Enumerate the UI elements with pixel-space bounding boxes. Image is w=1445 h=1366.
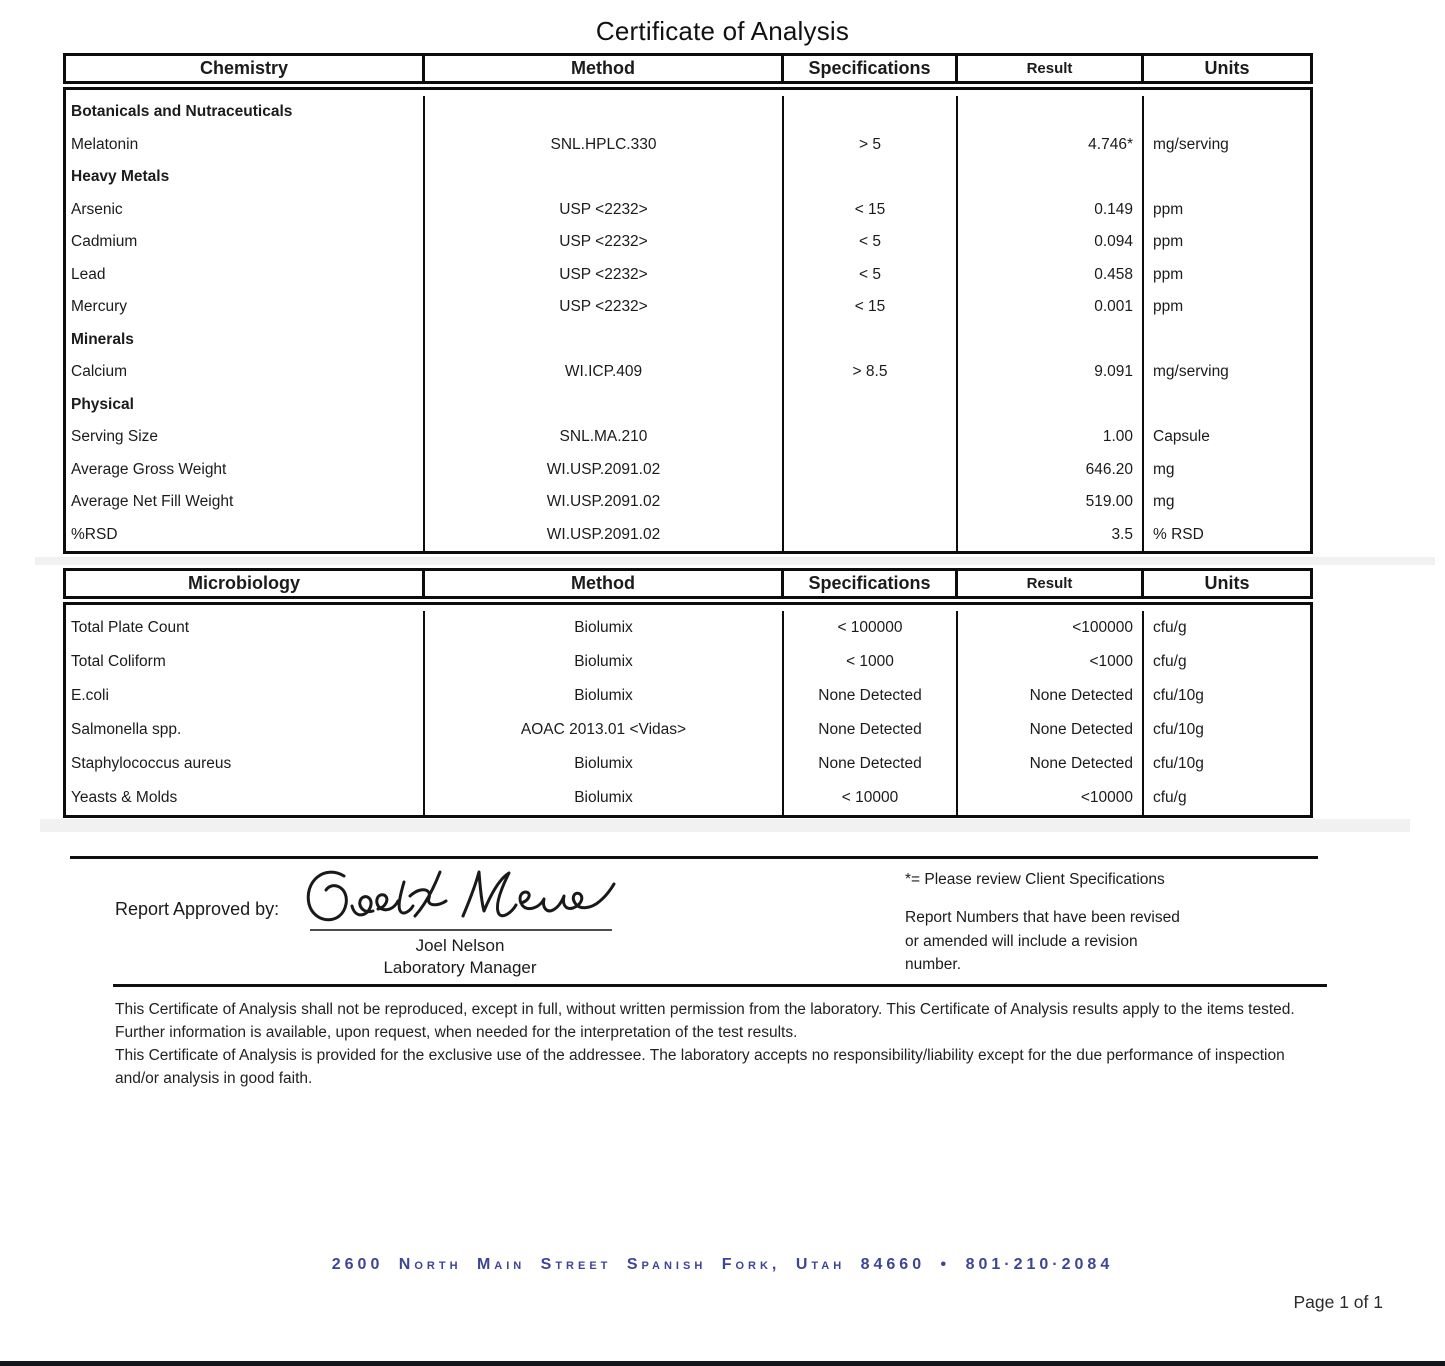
result-cell: None Detected xyxy=(958,679,1144,713)
result-cell: <1000 xyxy=(958,645,1144,679)
method-cell: SNL.HPLC.330 xyxy=(425,129,784,162)
analyte-cell: E.coli xyxy=(66,679,425,713)
divider-rule-bottom xyxy=(113,984,1327,987)
page-bottom-edge xyxy=(0,1361,1445,1366)
result-cell: 646.20 xyxy=(958,454,1144,487)
analyte-cell: Botanicals and Nutraceuticals xyxy=(66,96,425,129)
result-cell: 1.00 xyxy=(958,421,1144,454)
approver-name: Joel Nelson xyxy=(415,936,505,955)
category-row xyxy=(66,161,1310,194)
units-cell: cfu/g xyxy=(1153,619,1187,636)
analyte-cell: Cadmium xyxy=(66,226,425,259)
analyte-cell: Average Net Fill Weight xyxy=(66,486,425,519)
method-cell: AOAC 2013.01 <Vidas> xyxy=(425,713,784,747)
spec-cell: > 8.5 xyxy=(784,356,958,389)
disclaimer-block xyxy=(115,998,1297,1090)
chemistry-table-header xyxy=(63,53,1313,84)
units-cell: cfu/10g xyxy=(1153,687,1204,704)
column-header-method: Method xyxy=(425,571,784,596)
units-cell: Capsule xyxy=(1153,428,1210,446)
spec-cell xyxy=(784,161,958,194)
result-cell xyxy=(958,96,1144,129)
category-row xyxy=(66,389,1310,422)
method-cell: WI.ICP.409 xyxy=(425,356,784,389)
signature-line xyxy=(310,929,612,931)
method-cell: WI.USP.2091.02 xyxy=(425,486,784,519)
result-row xyxy=(66,291,1310,324)
result-row xyxy=(66,486,1310,519)
disclaimer-paragraph-2: This Certificate of Analysis is provided for the exclusive use of the addressee. The laboratory accepts no responsibility/liability except for the due performance of inspection and/or analysis in good faith. xyxy=(115,1047,1285,1087)
result-cell: 0.458 xyxy=(958,259,1144,292)
analyte-cell: Melatonin xyxy=(66,129,425,162)
spec-cell: < 100000 xyxy=(784,611,958,645)
result-cell: 519.00 xyxy=(958,486,1144,519)
spec-cell: None Detected xyxy=(784,679,958,713)
result-cell: 4.746* xyxy=(958,129,1144,162)
result-cell xyxy=(958,324,1144,357)
column-header-chemistry: Chemistry xyxy=(66,56,425,81)
result-row xyxy=(66,356,1310,389)
analyte-cell: Average Gross Weight xyxy=(66,454,425,487)
microbiology-table-header xyxy=(63,568,1313,599)
result-cell: 0.094 xyxy=(958,226,1144,259)
result-cell: <100000 xyxy=(958,611,1144,645)
result-row xyxy=(66,454,1310,487)
analyte-cell: Calcium xyxy=(66,356,425,389)
result-row xyxy=(66,421,1310,454)
column-header-specifications: Specifications xyxy=(784,571,958,596)
result-row xyxy=(66,747,1310,781)
analyte-cell: Heavy Metals xyxy=(66,161,425,194)
units-cell: ppm xyxy=(1153,233,1184,251)
spec-cell xyxy=(784,389,958,422)
units-cell: cfu/g xyxy=(1153,653,1187,670)
result-row xyxy=(66,519,1310,552)
spec-cell: < 5 xyxy=(784,259,958,292)
analyte-cell: Physical xyxy=(66,389,425,422)
analyte-cell: Salmonella spp. xyxy=(66,713,425,747)
units-cell xyxy=(1144,161,1310,194)
approver-title: Laboratory Manager xyxy=(383,958,537,977)
method-cell: Biolumix xyxy=(425,645,784,679)
result-row xyxy=(66,129,1310,162)
spec-cell xyxy=(784,486,958,519)
units-cell: cfu/10g xyxy=(1153,755,1204,772)
result-row xyxy=(66,781,1310,815)
column-header-units: Units xyxy=(1204,58,1250,78)
method-cell: WI.USP.2091.02 xyxy=(425,519,784,552)
table-shadow-band xyxy=(40,819,1410,832)
units-cell: mg xyxy=(1153,460,1175,478)
result-cell: None Detected xyxy=(958,713,1144,747)
method-cell: USP <2232> xyxy=(425,259,784,292)
category-row xyxy=(66,96,1310,129)
result-cell: None Detected xyxy=(958,747,1144,781)
spec-cell: < 10000 xyxy=(784,781,958,815)
spec-cell xyxy=(784,324,958,357)
analyte-cell: Minerals xyxy=(66,324,425,357)
units-cell: mg/serving xyxy=(1153,135,1229,153)
units-cell: ppm xyxy=(1153,265,1184,283)
method-cell: WI.USP.2091.02 xyxy=(425,454,784,487)
lab-address: 2600 North Main Street Spanish Fork, Utah 84660 • 801·210·2084 xyxy=(331,1256,1114,1273)
units-cell: ppm xyxy=(1153,298,1184,316)
method-cell: Biolumix xyxy=(425,781,784,815)
method-cell xyxy=(425,324,784,357)
analyte-cell: Arsenic xyxy=(66,194,425,227)
analyte-cell: Lead xyxy=(66,259,425,292)
units-cell xyxy=(1144,324,1310,357)
method-cell: Biolumix xyxy=(425,747,784,781)
method-cell xyxy=(425,161,784,194)
method-cell: USP <2232> xyxy=(425,291,784,324)
column-header-microbiology: Microbiology xyxy=(66,571,425,596)
method-cell: SNL.MA.210 xyxy=(425,421,784,454)
result-cell: 9.091 xyxy=(958,356,1144,389)
units-cell xyxy=(1144,96,1310,129)
method-cell: USP <2232> xyxy=(425,194,784,227)
signature-image xyxy=(300,864,620,938)
column-header-units: Units xyxy=(1204,573,1250,593)
result-row xyxy=(66,679,1310,713)
analyte-cell: Yeasts & Molds xyxy=(66,781,425,815)
spec-cell xyxy=(784,454,958,487)
spec-cell: None Detected xyxy=(784,747,958,781)
column-header-method: Method xyxy=(425,56,784,81)
units-cell: mg xyxy=(1153,493,1175,511)
result-row xyxy=(66,713,1310,747)
method-cell: Biolumix xyxy=(425,679,784,713)
method-cell: USP <2232> xyxy=(425,226,784,259)
spec-cell: < 1000 xyxy=(784,645,958,679)
spec-cell: < 5 xyxy=(784,226,958,259)
analyte-cell: Mercury xyxy=(66,291,425,324)
column-header-result: Result xyxy=(958,56,1144,81)
report-approved-by-label: Report Approved by: xyxy=(115,899,280,919)
result-row xyxy=(66,259,1310,292)
result-row xyxy=(66,226,1310,259)
revision-note: Report Numbers that have been revised or amended will include a revision number. xyxy=(905,909,1180,973)
result-cell xyxy=(958,389,1144,422)
disclaimer-paragraph-1: This Certificate of Analysis shall not be reproduced, except in full, without written permission from the laboratory. This Certificate of Analysis results apply to the items tested. Further information is available, upon request, when needed for the interpretation of the test results. xyxy=(115,1001,1295,1041)
units-cell: ppm xyxy=(1153,200,1184,218)
method-cell xyxy=(425,389,784,422)
page-number: Page 1 of 1 xyxy=(1293,1292,1383,1312)
method-cell xyxy=(425,96,784,129)
analyte-cell: Total Plate Count xyxy=(66,611,425,645)
result-cell: 0.001 xyxy=(958,291,1144,324)
units-cell: % RSD xyxy=(1153,525,1204,543)
spec-cell xyxy=(784,421,958,454)
units-cell: cfu/10g xyxy=(1153,721,1204,738)
result-cell xyxy=(958,161,1144,194)
category-row xyxy=(66,324,1310,357)
spec-cell: None Detected xyxy=(784,713,958,747)
spec-cell xyxy=(784,519,958,552)
microbiology-table-body xyxy=(63,602,1313,818)
result-cell: 0.149 xyxy=(958,194,1144,227)
units-cell: cfu/g xyxy=(1153,789,1187,806)
column-header-result: Result xyxy=(958,571,1144,596)
spec-cell: < 15 xyxy=(784,291,958,324)
analyte-cell: Serving Size xyxy=(66,421,425,454)
units-cell xyxy=(1144,389,1310,422)
analyte-cell: Staphylococcus aureus xyxy=(66,747,425,781)
chemistry-table-body xyxy=(63,87,1313,554)
units-cell: mg/serving xyxy=(1153,363,1229,381)
spec-cell xyxy=(784,96,958,129)
method-cell: Biolumix xyxy=(425,611,784,645)
result-cell: <10000 xyxy=(958,781,1144,815)
divider-rule-top xyxy=(70,856,1318,859)
spec-cell: > 5 xyxy=(784,129,958,162)
spec-cell: < 15 xyxy=(784,194,958,227)
result-row xyxy=(66,194,1310,227)
page-title: Certificate of Analysis xyxy=(595,16,850,46)
column-header-specifications: Specifications xyxy=(784,56,958,81)
table-shadow-band xyxy=(35,557,1435,565)
analyte-cell: Total Coliform xyxy=(66,645,425,679)
result-row xyxy=(66,611,1310,645)
analyte-cell: %RSD xyxy=(66,519,425,552)
result-cell: 3.5 xyxy=(958,519,1144,552)
asterisk-note: *= Please review Client Specifications xyxy=(905,871,1165,888)
result-row xyxy=(66,645,1310,679)
